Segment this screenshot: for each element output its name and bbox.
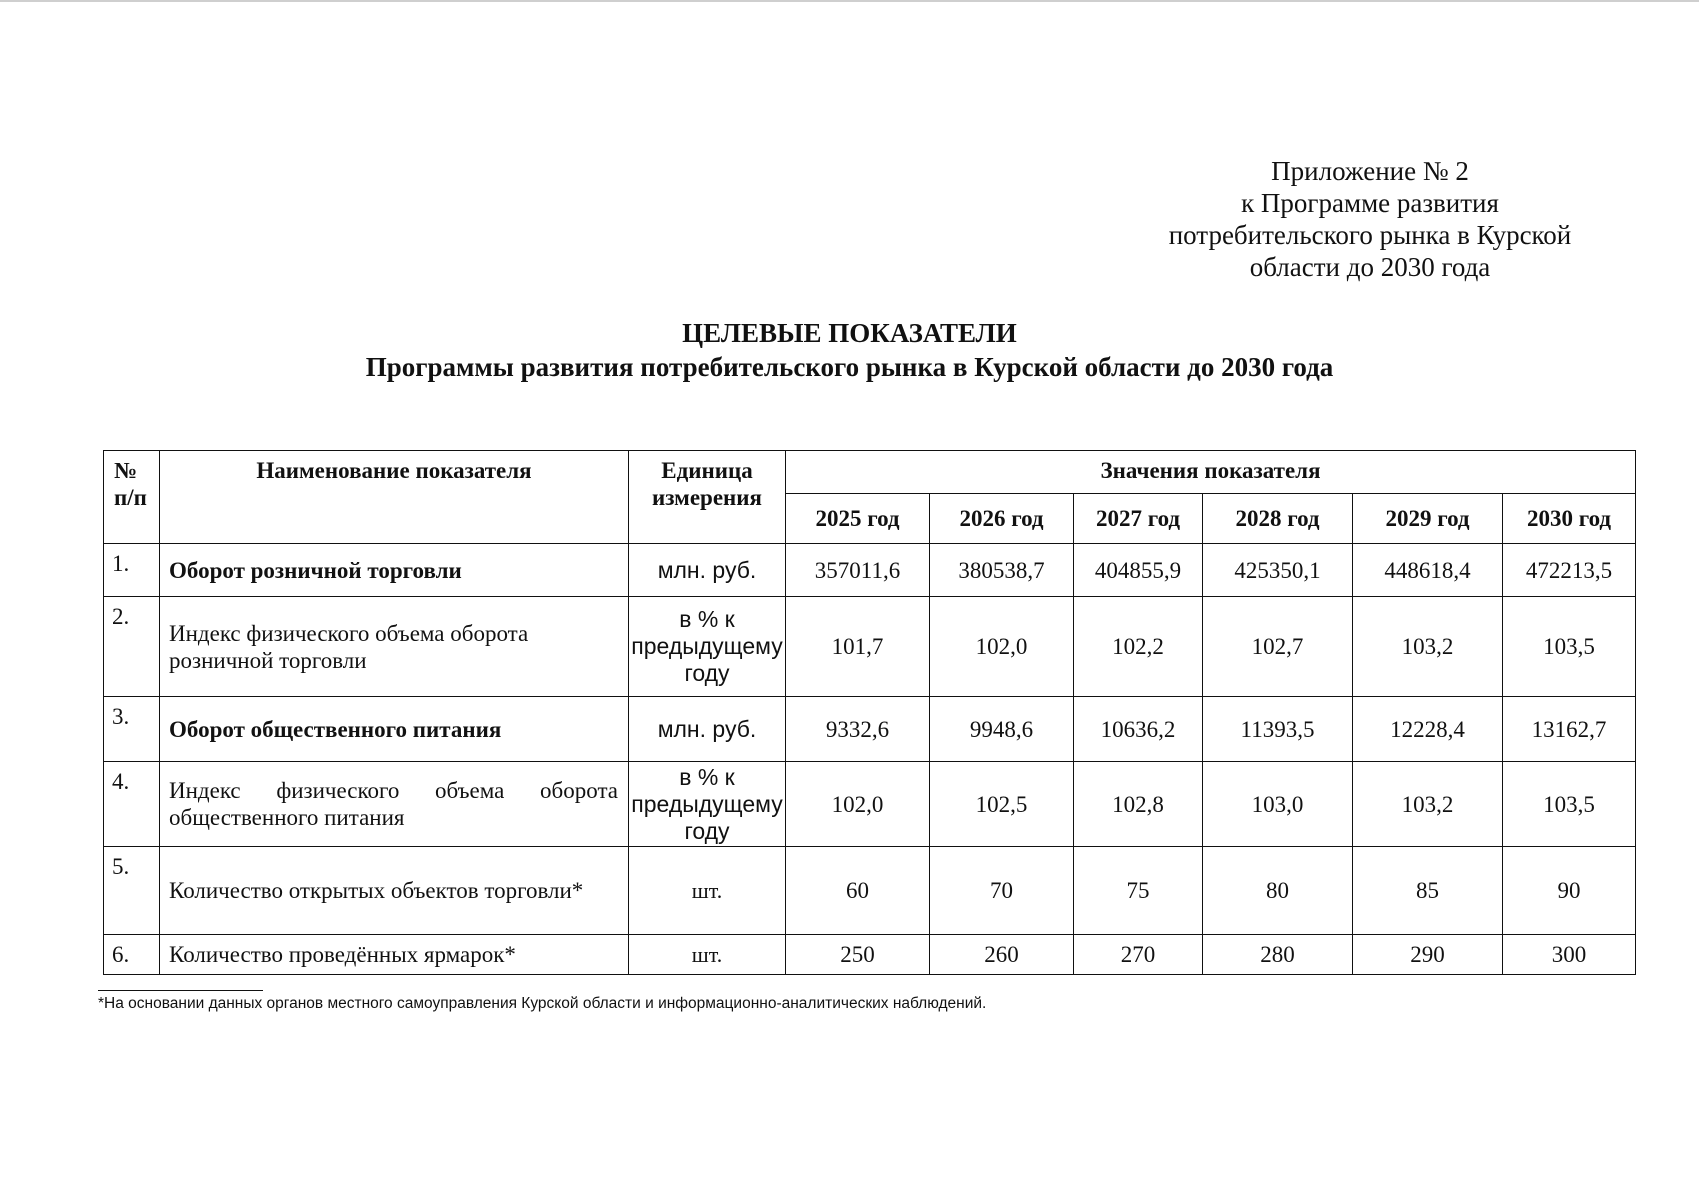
indicator-value: 380538,7 [930,544,1074,597]
table-row [104,762,1636,847]
indicator-value: 102,5 [930,762,1074,847]
indicator-value: 260 [930,935,1074,975]
indicator-name: Количество открытых объектов торговли* [160,847,629,935]
table-row [104,544,1636,597]
indicator-value: 102,7 [1203,597,1353,697]
indicator-value: 103,5 [1503,762,1636,847]
indicator-value: 280 [1203,935,1353,975]
title-main: ЦЕЛЕВЫЕ ПОКАЗАТЕЛИ [682,318,1017,348]
row-number: 4. [104,762,160,847]
indicator-unit: в % к предыдущему году [629,597,786,697]
indicators-table [103,450,1636,975]
indicator-unit: млн. руб. [629,697,786,762]
row-number: 3. [104,697,160,762]
indicator-value: 103,2 [1353,597,1503,697]
indicator-name: Оборот розничной торговли [160,544,629,597]
header-values-group: Значения показателя [786,451,1636,494]
indicator-unit: шт. [629,847,786,935]
indicator-value: 13162,7 [1503,697,1636,762]
indicator-value: 101,7 [786,597,930,697]
indicator-value: 472213,5 [1503,544,1636,597]
indicator-name: Оборот общественного питания [160,697,629,762]
indicator-value: 80 [1203,847,1353,935]
appendix-line: Приложение № 2 [1271,156,1469,186]
indicator-unit: в % к предыдущему году [629,762,786,847]
indicator-unit: млн. руб. [629,544,786,597]
table-row [104,697,1636,762]
indicator-value: 70 [930,847,1074,935]
indicator-value: 102,0 [786,762,930,847]
appendix-line: к Программе развития [1241,188,1499,218]
row-number: 1. [104,544,160,597]
indicator-name: Индекс физического объема оборота общественного питания [160,762,629,847]
footnote: *На основании данных органов местного самоуправления Курской области и информационно-аналитических наблюдений. [98,995,987,1012]
header-unit: Единица измерения [629,451,786,544]
indicator-value: 103,0 [1203,762,1353,847]
indicator-unit: шт. [629,935,786,975]
indicator-value: 103,5 [1503,597,1636,697]
indicator-value: 12228,4 [1353,697,1503,762]
header-year: 2027 год [1074,494,1203,544]
indicator-value: 90 [1503,847,1636,935]
indicator-value: 103,2 [1353,762,1503,847]
indicator-value: 290 [1353,935,1503,975]
indicator-value: 75 [1074,847,1203,935]
indicator-value: 11393,5 [1203,697,1353,762]
table-row [104,847,1636,935]
row-number: 5. [104,847,160,935]
header-year: 2026 год [930,494,1074,544]
indicator-value: 102,0 [930,597,1074,697]
indicator-value: 448618,4 [1353,544,1503,597]
indicator-value: 250 [786,935,930,975]
indicator-value: 9948,6 [930,697,1074,762]
header-year: 2030 год [1503,494,1636,544]
table-row [104,597,1636,697]
appendix-line: потребительского рынка в Курской [1168,220,1572,250]
row-number: 2. [104,597,160,697]
indicator-value: 270 [1074,935,1203,975]
header-name: Наименование показателя [160,451,629,544]
indicator-value: 102,2 [1074,597,1203,697]
table-header-row [104,451,1636,494]
indicator-value: 425350,1 [1203,544,1353,597]
indicator-value: 9332,6 [786,697,930,762]
document-title [0,316,1699,384]
header-year: 2025 год [786,494,930,544]
row-number: 6. [104,935,160,975]
indicator-value: 404855,9 [1074,544,1203,597]
header-year: 2028 год [1203,494,1353,544]
appendix-line: области до 2030 года [1249,252,1491,282]
indicator-value: 60 [786,847,930,935]
title-subtitle: Программы развития потребительского рынка в Курской области до 2030 года [365,352,1334,382]
indicator-value: 102,8 [1074,762,1203,847]
footnote-divider [98,990,263,991]
table-row [104,935,1636,975]
header-year: 2029 год [1353,494,1503,544]
indicator-value: 10636,2 [1074,697,1203,762]
indicator-name: Количество проведённых ярмарок* [160,935,629,975]
indicator-value: 300 [1503,935,1636,975]
scan-edge [0,0,1699,2]
indicator-value: 85 [1353,847,1503,935]
header-num: № п/п [104,451,160,544]
appendix-note [1140,155,1600,283]
indicator-name: Индекс физического объема оборота розничной торговли [160,597,629,697]
indicator-value: 357011,6 [786,544,930,597]
